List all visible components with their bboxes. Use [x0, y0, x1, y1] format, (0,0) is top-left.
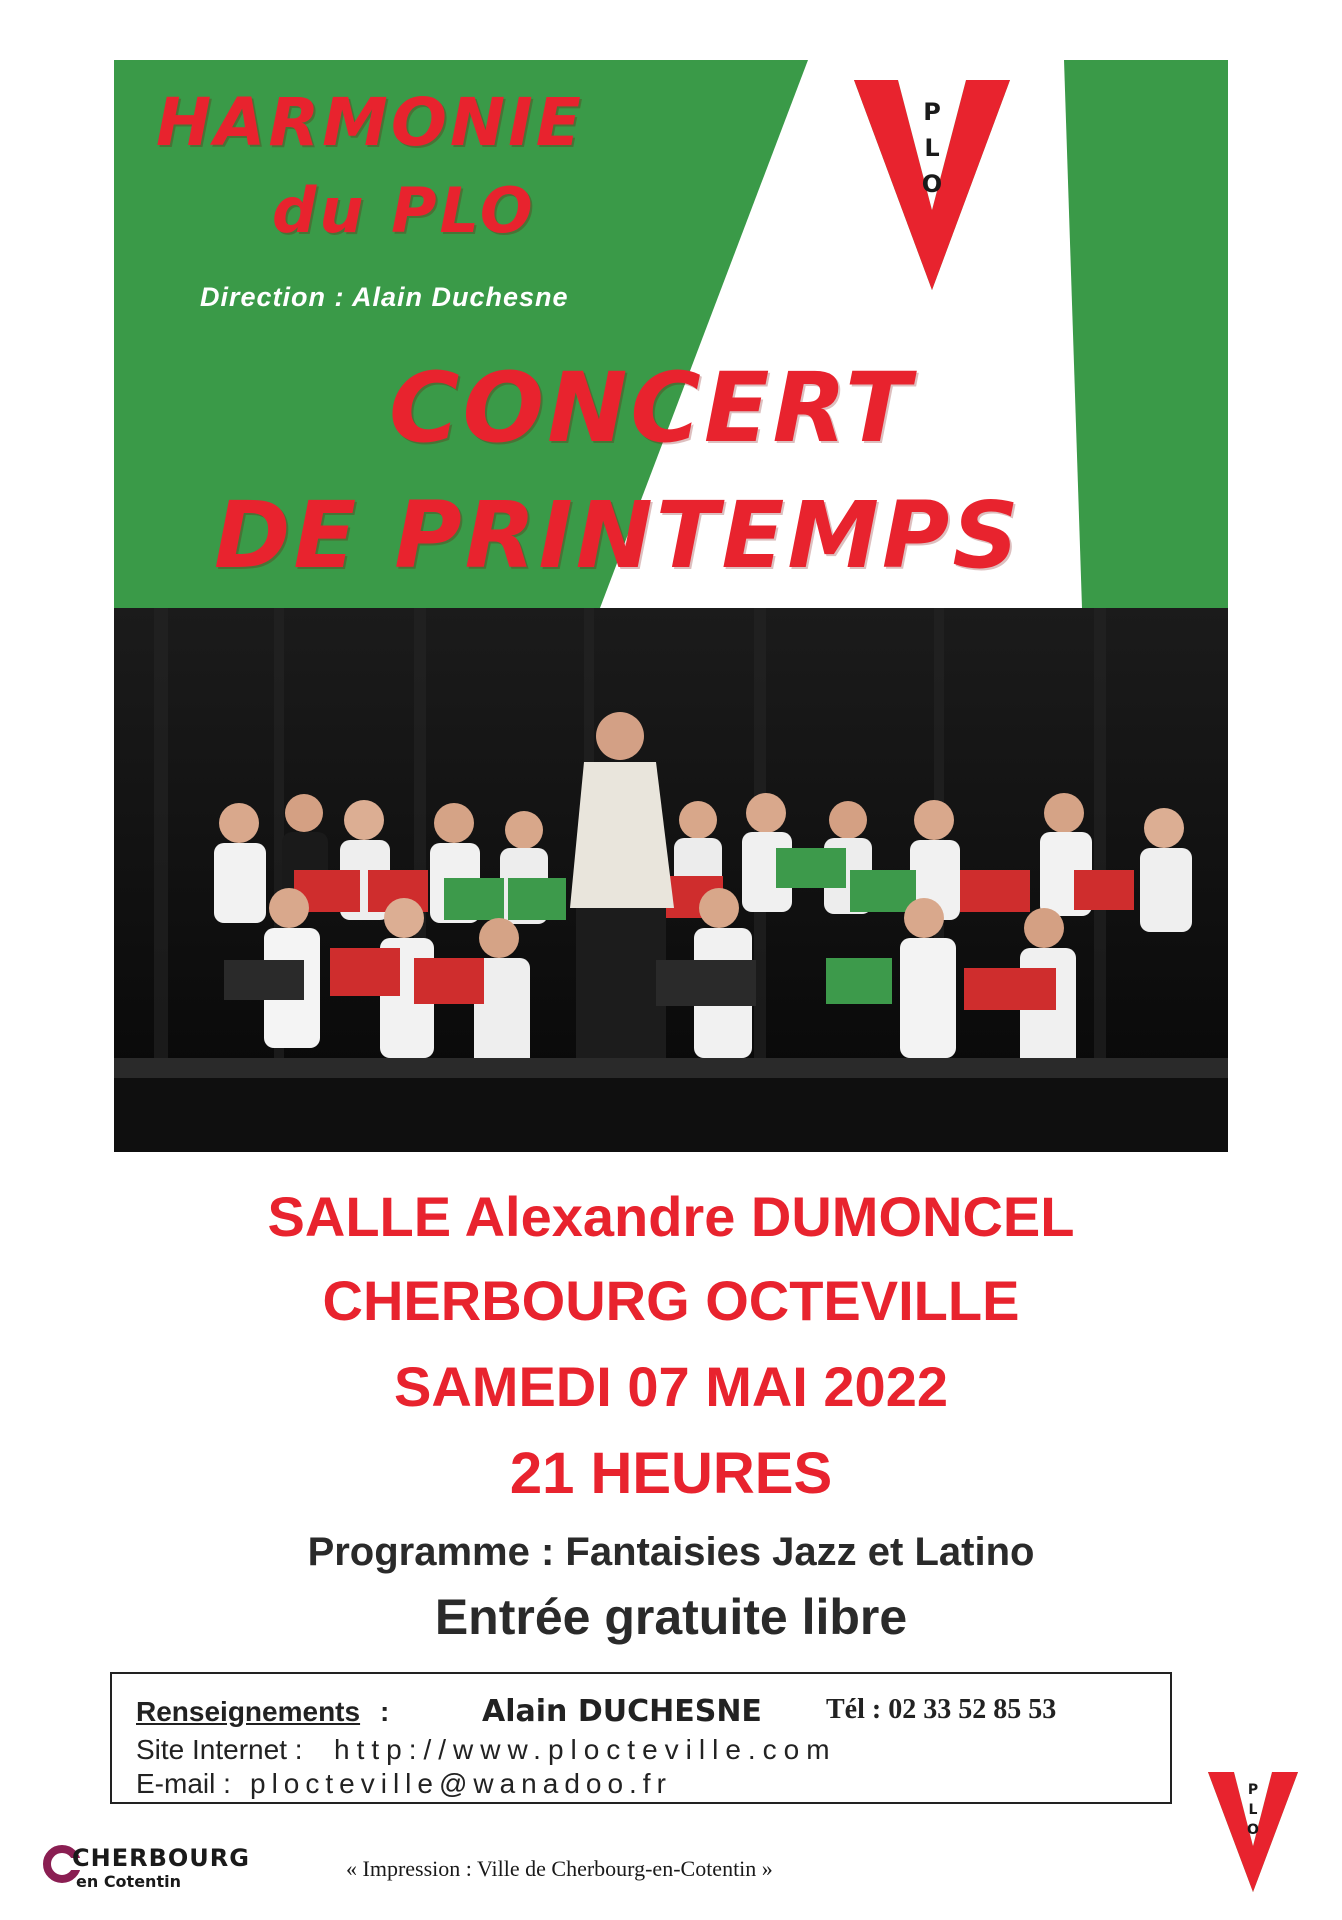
plo-logo-small: [1208, 1772, 1298, 1892]
ensemble-subname: du PLO: [272, 174, 536, 247]
date-line: SAMEDI 07 MAI 2022: [394, 1355, 948, 1418]
plo-logo-small-icon: [1208, 1772, 1298, 1892]
city-line: CHERBOURG OCTEVILLE: [322, 1269, 1020, 1332]
print-credit: « Impression : Ville de Cherbourg-en-Cotentin »: [346, 1856, 773, 1881]
plo-logo: [854, 80, 1010, 290]
logo-letter-o: O: [921, 170, 943, 198]
cherbourg-logo-text: CHERBOURG: [72, 1844, 250, 1872]
contact-box: [110, 1672, 1172, 1804]
small-logo-letter-l: L: [1248, 1802, 1258, 1818]
site-link[interactable]: http://www.plocteville.com: [334, 1734, 837, 1765]
ensemble-name: HARMONIE: [156, 84, 584, 161]
contact-label: Renseignements: [136, 1696, 361, 1727]
orchestra-photo: [114, 608, 1228, 1152]
orchestra-photo-icon: [114, 608, 1228, 1152]
time-line: 21 HEURES: [509, 1441, 833, 1506]
logo-letter-l: L: [924, 134, 940, 162]
contact-colon: :: [380, 1696, 390, 1727]
email-link[interactable]: plocteville@wanadoo.fr: [250, 1768, 672, 1799]
programme-line: Programme : Fantaisies Jazz et Latino: [307, 1530, 1035, 1574]
site-label: Site Internet :: [136, 1734, 303, 1765]
entry-line: Entrée gratuite libre: [434, 1589, 908, 1645]
small-logo-letter-o: O: [1247, 1822, 1259, 1838]
logo-letter-p: P: [923, 98, 941, 126]
small-logo-letter-p: P: [1247, 1782, 1259, 1798]
direction-credit: Direction : Alain Duchesne: [200, 282, 569, 312]
cherbourg-logo-subtext: en Cotentin: [76, 1872, 181, 1891]
cherbourg-logo: [42, 1838, 282, 1898]
contact-name: Alain DUCHESNE: [482, 1694, 762, 1729]
plo-logo-icon: [854, 80, 1010, 290]
email-label: E-mail :: [136, 1768, 231, 1799]
headline-concert: CONCERT: [389, 352, 914, 464]
poster-banner: [114, 60, 1228, 608]
headline-printemps: DE PRINTEMPS: [214, 482, 1022, 589]
contact-phone: Tél : 02 33 52 85 53: [826, 1694, 1057, 1725]
venue-line: SALLE Alexandre DUMONCEL: [267, 1185, 1075, 1248]
